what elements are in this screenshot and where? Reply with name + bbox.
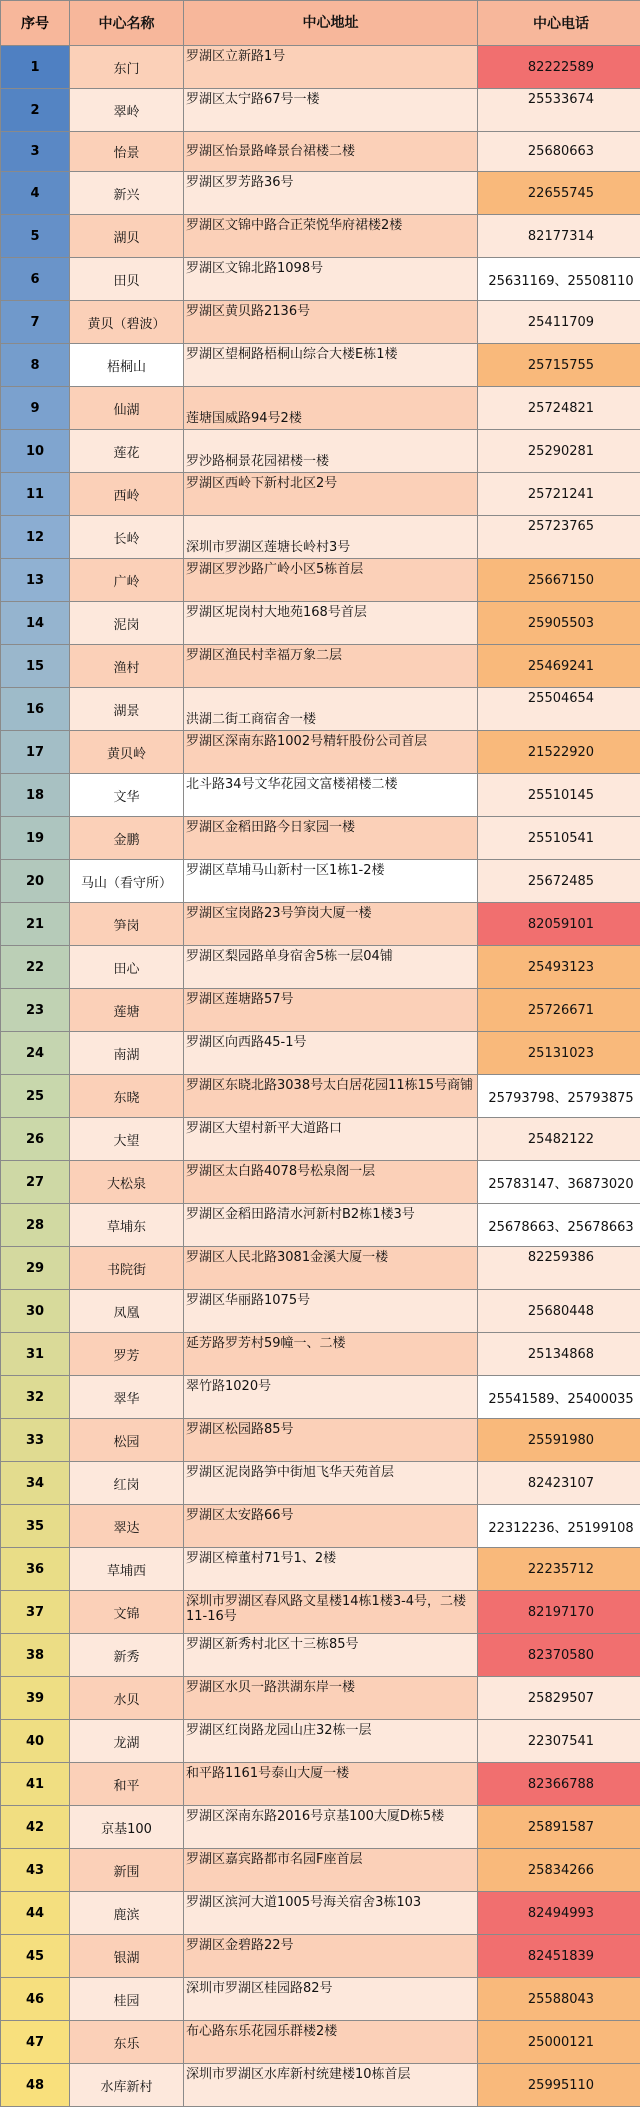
center-phone: 82370580 (478, 1634, 640, 1677)
center-phone: 25131023 (478, 1032, 640, 1075)
center-name: 莲塘 (70, 989, 184, 1032)
table-row (1, 1462, 640, 1505)
center-address: 罗湖区新秀村北区十三栋85号 (184, 1634, 478, 1677)
center-name: 金鹏 (70, 817, 184, 860)
table-row (1, 1892, 640, 1935)
center-phone: 25793798、25793875 (478, 1075, 640, 1118)
table-row (1, 258, 640, 301)
table-row (1, 1763, 640, 1806)
center-address: 罗湖区金稻田路清水河新村B2栋1楼3号 (184, 1204, 478, 1247)
row-index: 13 (1, 559, 70, 602)
table-row (1, 1419, 640, 1462)
center-address: 北斗路34号文华花园文富楼裙楼二楼 (184, 774, 478, 817)
row-index: 24 (1, 1032, 70, 1075)
table-row (1, 215, 640, 258)
row-index: 40 (1, 1720, 70, 1763)
center-address: 罗湖区梨园路单身宿舍5栋一层04铺 (184, 946, 478, 989)
center-name: 鹿滨 (70, 1892, 184, 1935)
center-phone: 82222589 (478, 46, 640, 89)
center-name: 罗芳 (70, 1333, 184, 1376)
center-name: 书院街 (70, 1247, 184, 1290)
center-phone: 22655745 (478, 172, 640, 215)
row-index: 29 (1, 1247, 70, 1290)
table-row (1, 2021, 640, 2064)
center-name: 黄贝（碧波） (70, 301, 184, 344)
center-name: 东乐 (70, 2021, 184, 2064)
center-phone: 25726671 (478, 989, 640, 1032)
table-row (1, 989, 640, 1032)
center-name: 长岭 (70, 516, 184, 559)
table-row (1, 172, 640, 215)
table-row (1, 473, 640, 516)
center-name: 龙湖 (70, 1720, 184, 1763)
center-address: 罗湖区向西路45-1号 (184, 1032, 478, 1075)
table-row (1, 1634, 640, 1677)
row-index: 19 (1, 817, 70, 860)
row-index: 31 (1, 1333, 70, 1376)
center-address: 罗湖区文锦北路1098号 (184, 258, 478, 301)
table-row (1, 1333, 640, 1376)
table-row (1, 602, 640, 645)
center-name: 草埔东 (70, 1204, 184, 1247)
center-phone: 25680663 (478, 132, 640, 172)
center-phone: 25829507 (478, 1677, 640, 1720)
row-index: 37 (1, 1591, 70, 1634)
center-name: 新围 (70, 1849, 184, 1892)
center-name: 泥岗 (70, 602, 184, 645)
row-index: 14 (1, 602, 70, 645)
table-row (1, 1032, 640, 1075)
center-phone: 25482122 (478, 1118, 640, 1161)
row-index: 27 (1, 1161, 70, 1204)
center-name: 西岭 (70, 473, 184, 516)
center-name: 笋岗 (70, 903, 184, 946)
table-row (1, 1677, 640, 1720)
center-address: 罗湖区大望村新平大道路口 (184, 1118, 478, 1161)
row-index: 30 (1, 1290, 70, 1333)
center-phone: 25000121 (478, 2021, 640, 2064)
table-row (1, 1591, 640, 1634)
center-phone: 25504654 (478, 688, 640, 731)
center-address: 翠竹路1020号 (184, 1376, 478, 1419)
center-address: 罗湖区人民北路3081金溪大厦一楼 (184, 1247, 478, 1290)
row-index: 42 (1, 1806, 70, 1849)
row-index: 6 (1, 258, 70, 301)
row-index: 18 (1, 774, 70, 817)
table-row (1, 344, 640, 387)
center-address: 罗湖区罗芳路36号 (184, 172, 478, 215)
header-index: 序号 (1, 1, 70, 46)
table-row (1, 430, 640, 473)
center-phone: 25678663、25678663 (478, 1204, 640, 1247)
center-address: 罗湖区东晓北路3038号太白居花园11栋15号商铺 (184, 1075, 478, 1118)
row-index: 16 (1, 688, 70, 731)
row-index: 23 (1, 989, 70, 1032)
center-phone: 25891587 (478, 1806, 640, 1849)
center-address: 罗湖区罗沙路广岭小区5栋首层 (184, 559, 478, 602)
center-phone: 25510541 (478, 817, 640, 860)
center-name: 文锦 (70, 1591, 184, 1634)
table-row (1, 1376, 640, 1419)
center-address: 罗湖区嘉宾路都市名园F座首层 (184, 1849, 478, 1892)
center-name: 湖景 (70, 688, 184, 731)
center-address: 深圳市罗湖区春风路文星楼14栋1楼3-4号，二楼11-16号 (184, 1591, 478, 1634)
center-phone: 82259386 (478, 1247, 640, 1290)
row-index: 48 (1, 2064, 70, 2107)
center-name: 东晓 (70, 1075, 184, 1118)
table-row (1, 1161, 640, 1204)
table-row (1, 688, 640, 731)
row-index: 8 (1, 344, 70, 387)
center-phone: 25588043 (478, 1978, 640, 2021)
center-phone: 25411709 (478, 301, 640, 344)
center-address: 莲塘国威路94号2楼 (184, 387, 478, 430)
center-address: 罗湖区宝岗路23号笋岗大厦一楼 (184, 903, 478, 946)
table-row (1, 1548, 640, 1591)
table-row (1, 1290, 640, 1333)
center-name: 草埔西 (70, 1548, 184, 1591)
center-address: 罗湖区望桐路梧桐山综合大楼E栋1楼 (184, 344, 478, 387)
center-phone: 22235712 (478, 1548, 640, 1591)
row-index: 46 (1, 1978, 70, 2021)
center-name: 渔村 (70, 645, 184, 688)
center-name: 翠华 (70, 1376, 184, 1419)
table-row (1, 301, 640, 344)
center-name: 大松泉 (70, 1161, 184, 1204)
center-phone: 25469241 (478, 645, 640, 688)
row-index: 28 (1, 1204, 70, 1247)
table-row (1, 1118, 640, 1161)
table-row (1, 903, 640, 946)
row-index: 39 (1, 1677, 70, 1720)
center-address: 罗湖区太安路66号 (184, 1505, 478, 1548)
center-phone: 25715755 (478, 344, 640, 387)
center-address: 深圳市罗湖区桂园路82号 (184, 1978, 478, 2021)
row-index: 7 (1, 301, 70, 344)
row-index: 26 (1, 1118, 70, 1161)
center-address: 深圳市罗湖区水库新村统建楼10栋首层 (184, 2064, 478, 2107)
row-index: 35 (1, 1505, 70, 1548)
center-address: 罗湖区文锦中路合正荣悦华府裙楼2楼 (184, 215, 478, 258)
center-phone: 25290281 (478, 430, 640, 473)
center-phone: 25672485 (478, 860, 640, 903)
center-address: 延芳路罗芳村59幢一、二楼 (184, 1333, 478, 1376)
center-name: 广岭 (70, 559, 184, 602)
table-row (1, 731, 640, 774)
center-name: 松园 (70, 1419, 184, 1462)
row-index: 5 (1, 215, 70, 258)
center-phone: 82423107 (478, 1462, 640, 1505)
center-name: 黄贝岭 (70, 731, 184, 774)
header-name: 中心名称 (70, 1, 184, 46)
header-address: 中心地址 (184, 1, 478, 46)
center-name: 田心 (70, 946, 184, 989)
center-address: 罗湖区金碧路22号 (184, 1935, 478, 1978)
center-address: 罗湖区怡景路峰景台裙楼二楼 (184, 132, 478, 172)
center-address: 罗湖区渔民村幸福万象二层 (184, 645, 478, 688)
center-phone: 82177314 (478, 215, 640, 258)
center-address: 罗湖区松园路85号 (184, 1419, 478, 1462)
center-phone: 82059101 (478, 903, 640, 946)
table-row (1, 645, 640, 688)
center-address: 罗湖区泥岗路笋中街旭飞华天苑首层 (184, 1462, 478, 1505)
center-name: 东门 (70, 46, 184, 89)
center-phone: 25541589、25400035 (478, 1376, 640, 1419)
center-name: 银湖 (70, 1935, 184, 1978)
center-name: 马山（看守所） (70, 860, 184, 903)
center-address: 罗湖区滨河大道1005号海关宿舍3栋103 (184, 1892, 478, 1935)
row-index: 22 (1, 946, 70, 989)
center-name: 田贝 (70, 258, 184, 301)
center-phone: 82366788 (478, 1763, 640, 1806)
center-phone: 82451839 (478, 1935, 640, 1978)
center-name: 翠达 (70, 1505, 184, 1548)
row-index: 47 (1, 2021, 70, 2064)
row-index: 43 (1, 1849, 70, 1892)
center-phone: 25591980 (478, 1419, 640, 1462)
table-row (1, 860, 640, 903)
table-row (1, 1849, 640, 1892)
center-name: 桂园 (70, 1978, 184, 2021)
table-row (1, 516, 640, 559)
center-phone: 25493123 (478, 946, 640, 989)
table-header-row (1, 1, 640, 46)
center-name: 怡景 (70, 132, 184, 172)
center-name: 水贝 (70, 1677, 184, 1720)
center-address: 和平路1161号泰山大厦一楼 (184, 1763, 478, 1806)
center-phone: 25510145 (478, 774, 640, 817)
row-index: 33 (1, 1419, 70, 1462)
table-row (1, 1075, 640, 1118)
center-address: 罗湖区深南东路1002号精轩股份公司首层 (184, 731, 478, 774)
center-address: 罗湖区莲塘路57号 (184, 989, 478, 1032)
table-body (1, 46, 640, 2107)
table-row (1, 132, 640, 172)
row-index: 25 (1, 1075, 70, 1118)
table-row (1, 1720, 640, 1763)
center-name: 京基100 (70, 1806, 184, 1849)
row-index: 21 (1, 903, 70, 946)
header-phone: 中心电话 (478, 1, 640, 46)
table-row (1, 387, 640, 430)
row-index: 2 (1, 89, 70, 132)
center-address: 罗湖区红岗路龙园山庄32栋一层 (184, 1720, 478, 1763)
row-index: 12 (1, 516, 70, 559)
table-row (1, 1247, 640, 1290)
center-phone: 21522920 (478, 731, 640, 774)
table-row (1, 946, 640, 989)
center-phone: 25834266 (478, 1849, 640, 1892)
center-phone: 22312236、25199108 (478, 1505, 640, 1548)
center-phone: 25680448 (478, 1290, 640, 1333)
center-phone: 25724821 (478, 387, 640, 430)
row-index: 15 (1, 645, 70, 688)
center-name: 凤凰 (70, 1290, 184, 1333)
center-name: 梧桐山 (70, 344, 184, 387)
center-name: 湖贝 (70, 215, 184, 258)
row-index: 4 (1, 172, 70, 215)
center-phone: 25905503 (478, 602, 640, 645)
center-address: 罗湖区太宁路67号一楼 (184, 89, 478, 132)
center-name: 新兴 (70, 172, 184, 215)
center-address: 罗湖区金稻田路今日家园一楼 (184, 817, 478, 860)
center-phone: 25783147、36873020 (478, 1161, 640, 1204)
center-phone: 82494993 (478, 1892, 640, 1935)
table-row (1, 89, 640, 132)
row-index: 36 (1, 1548, 70, 1591)
center-name: 新秀 (70, 1634, 184, 1677)
center-address: 罗湖区太白路4078号松泉阁一层 (184, 1161, 478, 1204)
row-index: 11 (1, 473, 70, 516)
center-name: 红岗 (70, 1462, 184, 1505)
row-index: 34 (1, 1462, 70, 1505)
row-index: 1 (1, 46, 70, 89)
center-address: 深圳市罗湖区莲塘长岭村3号 (184, 516, 478, 559)
center-address: 罗湖区黄贝路2136号 (184, 301, 478, 344)
row-index: 38 (1, 1634, 70, 1677)
center-address: 罗湖区华丽路1075号 (184, 1290, 478, 1333)
center-phone: 82197170 (478, 1591, 640, 1634)
table-row (1, 559, 640, 602)
center-address: 洪湖二街工商宿舍一楼 (184, 688, 478, 731)
center-phone: 25721241 (478, 473, 640, 516)
row-index: 3 (1, 132, 70, 172)
row-index: 9 (1, 387, 70, 430)
row-index: 44 (1, 1892, 70, 1935)
row-index: 10 (1, 430, 70, 473)
center-address: 罗沙路桐景花园裙楼一楼 (184, 430, 478, 473)
center-phone: 25995110 (478, 2064, 640, 2107)
center-address: 罗湖区西岭下新村北区2号 (184, 473, 478, 516)
center-address: 罗湖区深南东路2016号京基100大厦D栋5楼 (184, 1806, 478, 1849)
center-phone: 25134868 (478, 1333, 640, 1376)
center-name: 仙湖 (70, 387, 184, 430)
center-phone: 25723765 (478, 516, 640, 559)
center-address: 罗湖区水贝一路洪湖东岸一楼 (184, 1677, 478, 1720)
row-index: 17 (1, 731, 70, 774)
table-row (1, 46, 640, 89)
center-address: 布心路东乐花园乐群楼2楼 (184, 2021, 478, 2064)
table-row (1, 1978, 640, 2021)
table-row (1, 774, 640, 817)
center-phone: 25667150 (478, 559, 640, 602)
table-row (1, 817, 640, 860)
table-row (1, 1806, 640, 1849)
center-address: 罗湖区樟董村71号1、2楼 (184, 1548, 478, 1591)
table-row (1, 1204, 640, 1247)
center-address: 罗湖区立新路1号 (184, 46, 478, 89)
table-row (1, 1505, 640, 1548)
center-name: 文华 (70, 774, 184, 817)
center-phone: 25533674 (478, 89, 640, 132)
row-index: 45 (1, 1935, 70, 1978)
table-row (1, 1935, 640, 1978)
center-phone: 25631169、25508110 (478, 258, 640, 301)
center-name: 水库新村 (70, 2064, 184, 2107)
center-address: 罗湖区草埔马山新村一区1栋1-2楼 (184, 860, 478, 903)
row-index: 20 (1, 860, 70, 903)
center-name: 莲花 (70, 430, 184, 473)
table-row (1, 2064, 640, 2107)
center-name: 翠岭 (70, 89, 184, 132)
center-name: 和平 (70, 1763, 184, 1806)
center-name: 南湖 (70, 1032, 184, 1075)
row-index: 41 (1, 1763, 70, 1806)
center-phone: 22307541 (478, 1720, 640, 1763)
center-name: 大望 (70, 1118, 184, 1161)
row-index: 32 (1, 1376, 70, 1419)
center-address: 罗湖区坭岗村大地苑168号首层 (184, 602, 478, 645)
